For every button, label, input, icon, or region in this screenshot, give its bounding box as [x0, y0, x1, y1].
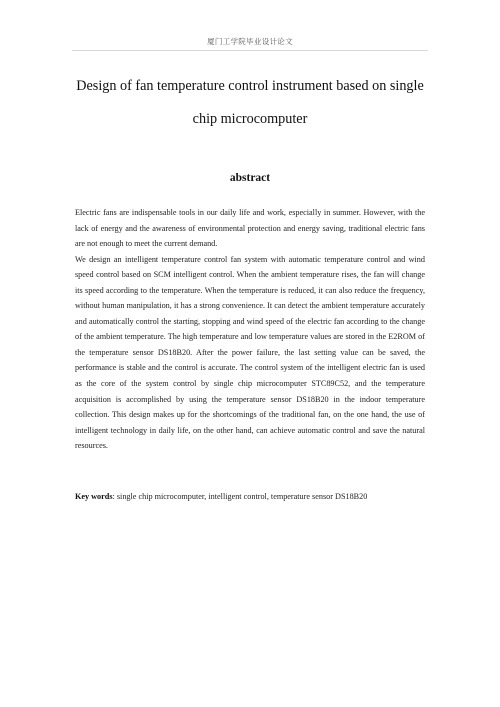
abstract-paragraph-2: We design an intelligent temperature control fan system with automatic temperature control and wind speed control based on SCM intelligent control. When the ambient temperature rises, the fan will change its speed according to the temperature. When the temperature is reduced, it can also reduce the frequency, without human manipulation, it has a strong convenience. It can detect the ambient temperature accurately and automatically control the starting, stopping and wind speed of the electric fan according to the change of the ambient temperature. The high temperature and low temperature values are stored in the E2ROM of the temperature sensor DS18B20. After the power failure, the last setting value can be saved, the performance is stable and the control is accurate. The control system of the intelligent electric fan is used as the core of the system control by single chip microcomputer STC89C52, and the temperature acquisition is accomplished by using the temperature sensor DS18B20 in the indoor temperature collection. This design makes up for the shortcomings of the traditional fan, on the one hand, the use of intelligent technology in daily life, on the other hand, can achieve automatic control and save the natural resources.	[75, 254, 425, 451]
thesis-title	[60, 70, 440, 136]
keywords-line	[75, 489, 425, 504]
abstract-body	[75, 205, 425, 454]
thesis-title-line-2: chip microcomputer	[192, 111, 308, 127]
keywords-label: Key words	[75, 492, 113, 501]
keywords-separator: :	[112, 492, 117, 501]
header-divider	[72, 50, 428, 51]
thesis-title-line-1: Design of fan temperature control instrument based on single	[76, 78, 424, 94]
keywords-text: single chip microcomputer, intelligent control, temperature sensor DS18B20	[116, 492, 368, 501]
abstract-paragraph-1: Electric fans are indispensable tools in our daily life and work, especially in summer. However, with the lack of energy and the awareness of environmental protection and energy saving, traditional electric fans are not enough to meet the current demand.	[75, 208, 425, 249]
running-header: 厦门工学院毕业设计论文	[207, 37, 293, 46]
abstract-heading: abstract	[229, 172, 271, 184]
